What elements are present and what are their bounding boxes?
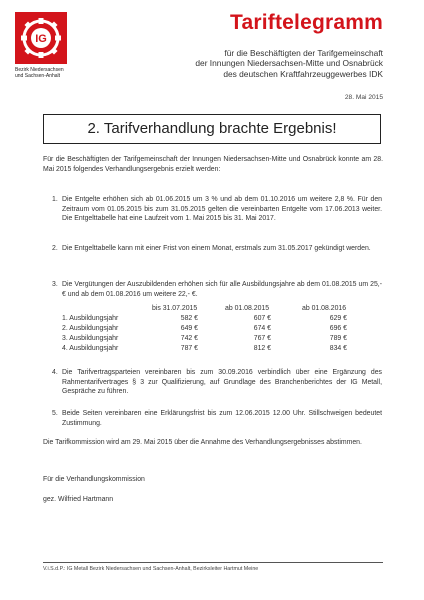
- document-date: 28. Mai 2015: [344, 94, 383, 101]
- table-cell: 812 €: [253, 345, 271, 352]
- list-item: [52, 368, 382, 397]
- list-item-text: Beide Seiten vereinbaren eine Erklärungsfrist bis zum 12.06.2015 12.00 Uhr. Stillschweigen bedeutet Zustimmung.: [62, 410, 382, 427]
- list-item: [52, 409, 382, 428]
- row-label: 4. Ausbildungsjahr: [62, 345, 119, 352]
- list-item: [52, 244, 382, 254]
- table-cell: 767 €: [253, 335, 271, 342]
- subtitle-line-1: für die Beschäftigten der Tarifgemeinschaft: [224, 48, 383, 58]
- list-item-text: Die Tarifvertragsparteien vereinbaren bis zum 30.09.2016 verbindlich über eine Ergänzung des Rahmentarifvertrages § 3 zur Qualifizierung, auf Grundlage des Branchenberichtes der IG Metall, Gespräche zu führen.: [62, 369, 382, 396]
- table-cell: 649 €: [180, 325, 198, 332]
- closing-paragraph: Die Tarifkommission wird am 29. Mai 2015 über die Annahme des Verhandlungsergebnisses abstimmen.: [43, 439, 362, 446]
- list-item-number: 1.: [52, 196, 58, 203]
- list-item-text: Die Vergütungen der Auszubildenden erhöhen sich für alle Ausbildungsjahre ab dem 01.08.2015 um 25,- € und ab dem 01.08.2016 um weitere 22,- €.: [62, 281, 382, 298]
- table-cell: 834 €: [329, 345, 347, 352]
- headline: 2. Tarifverhandlung brachte Ergebnis!: [87, 120, 337, 137]
- list-item: [52, 280, 382, 299]
- table-cell: 674 €: [253, 325, 271, 332]
- table-cell: 607 €: [253, 315, 271, 322]
- table-header-cell: bis 31.07.2015: [152, 305, 198, 312]
- list-item-number: 2.: [52, 245, 58, 252]
- table-cell: 742 €: [180, 335, 198, 342]
- org-name-line-2: und Sachsen-Anhalt: [15, 73, 61, 79]
- subtitle-line-2: der Innungen Niedersachsen-Mitte und Osnabrück: [195, 58, 383, 68]
- table-cell: 582 €: [180, 315, 198, 322]
- signature-line-2: gez. Wilfried Hartmann: [43, 496, 114, 503]
- table-cell: 787 €: [180, 345, 198, 352]
- headline-box: [43, 114, 381, 144]
- signature-line-1: Für die Verhandlungskommission: [43, 476, 145, 483]
- table-cell: 696 €: [329, 325, 347, 332]
- row-label: 2. Ausbildungsjahr: [62, 325, 119, 332]
- list-item: [52, 195, 382, 224]
- ig-metall-logo-icon: [15, 12, 67, 64]
- table-header-cell: ab 01.08.2016: [302, 305, 347, 312]
- document-title: Tariftelegramm: [230, 11, 383, 34]
- footer-divider: [43, 562, 383, 563]
- footer-imprint: V.i.S.d.P.: IG Metall Bezirk Niedersachsen und Sachsen-Anhalt, Bezirksleiter Hartmut Meine: [43, 566, 259, 572]
- svg-text:IG: IG: [35, 33, 47, 45]
- org-name-line-1: Bezirk Niedersachsen: [15, 67, 64, 73]
- table-cell: 789 €: [329, 335, 347, 342]
- table-header-cell: ab 01.08.2015: [225, 305, 270, 312]
- list-item-number: 5.: [52, 410, 58, 417]
- list-item-number: 3.: [52, 281, 58, 288]
- list-item-number: 4.: [52, 369, 58, 376]
- subtitle-line-3: des deutschen Kraftfahrzeuggewerbes IDK: [223, 69, 383, 79]
- list-item-text: Die Entgelttabelle kann mit einer Frist von einem Monat, erstmals zum 31.05.2017 gekündigt werden.: [62, 245, 371, 252]
- row-label: 3. Ausbildungsjahr: [62, 335, 119, 342]
- table-cell: 629 €: [329, 315, 347, 322]
- row-label: 1. Ausbildungsjahr: [62, 315, 119, 322]
- list-item-text: Die Entgelte erhöhen sich ab 01.06.2015 um 3 % und ab dem 01.10.2016 um weitere 2,8 %. Für den Zeitraum vom 01.05.2015 bis zum 31.05.2015 gelten die vereinbarten Entgelte vom 17.06.2013 weiter. Die Entgelttabelle hat eine Laufzeit vom 1. Mai 2015 bis 31. Mai 2017.: [62, 196, 382, 223]
- intro-paragraph: Für die Beschäftigten der Tarifgemeinschaft der Innungen Niedersachsen-Mitte und Osnabrück konnte am 28. Mai 2015 folgendes Verhandlungsergebnis erzielt werden:: [43, 156, 383, 173]
